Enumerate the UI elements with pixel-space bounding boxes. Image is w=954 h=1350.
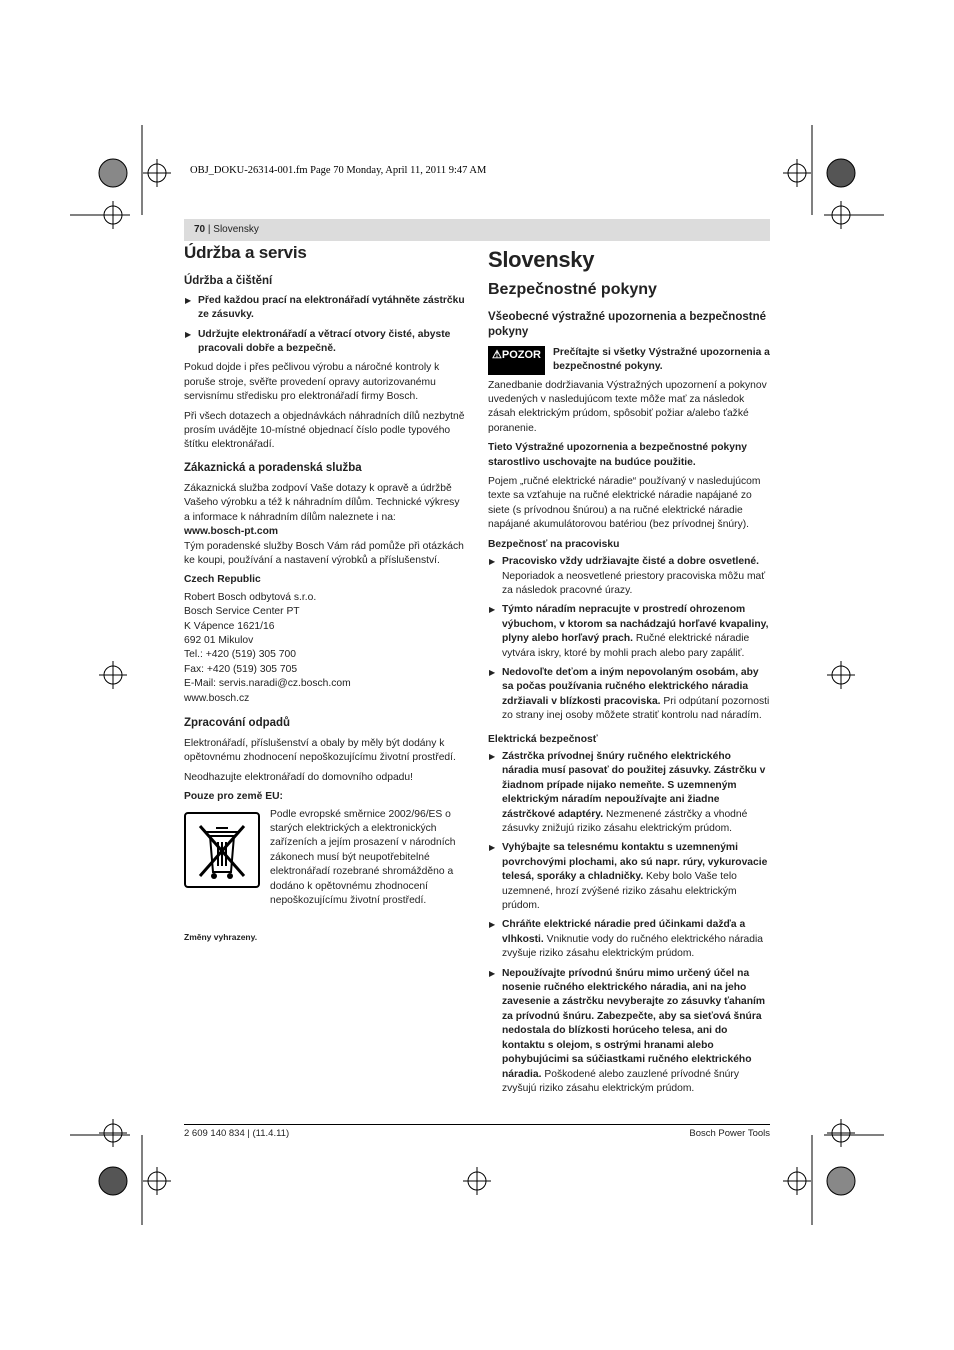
warning-label: ⚠POZOR — [488, 346, 545, 375]
print-info-line: OBJ_DOKU-26314-001.fm Page 70 Monday, April 11, 2011 9:47 AM — [190, 165, 487, 176]
country-heading: Czech Republic — [184, 574, 261, 586]
weee-block — [184, 808, 466, 909]
weee-text: Podle evropské směrnice 2002/96/ES o starých elektrických a elektronických zařízeních a jejím prosazení v národních zákonech musí být neupotřebitelné elektronářadí rozebrané shromážděno a dodáno k opětovnému zhodnocení nepoškozujícímu životní prostředí. — [270, 808, 456, 907]
right-column — [488, 247, 770, 1101]
bullet-arrow-icon: ▶ — [489, 920, 496, 930]
bullet-children: ▶ Nedovoľte deťom a iným nepovolaným osobám, aby sa počas používania ručného elektrického náradia zdržiavali v blízkosti pracoviska. Pri odpútaní pozornosti zo strany inej osoby môžete stratiť kontrolu nad náradím. — [489, 666, 770, 722]
bullet-keep-clean: ▶ Udržujte elektronářadí a větrací otvory čisté, abyste pracovali dobře a bezpečně. — [185, 328, 451, 355]
changes-reserved: Změny vyhrazeny. — [184, 932, 258, 943]
heading-disposal: Zpracování odpadů — [184, 716, 291, 729]
page-header — [184, 219, 770, 241]
bullet-work-area: ▶ Pracovisko vždy udržiavajte čisté a dobre osvetlené. Neporiadok a neosvetlené priestory pracoviska môžu mať za následok pracovné úrazy. — [489, 556, 766, 596]
bullet-arrow-icon: ▶ — [489, 605, 496, 615]
header-separator: | — [205, 224, 214, 235]
crossed-bin-icon — [184, 812, 260, 888]
paragraph-service: Zákaznická služba zodpoví Vaše dotazy k opravě a údržbě Vašeho výrobku a též k náhradním dílům. Technické výkresy a informace k náhradním dílům naleznete i na: — [184, 482, 460, 523]
paragraph-term-definition: Pojem „ručné elektrické náradie“ používaný v nasledujúcom texte sa vzťahuje na ručné elektrické náradie napájané zo siete (s prívodnou šnúrou) a na ručné elektrické náradie napájané akumulátorovou batériou (bez prívodnej šnúry). — [488, 476, 761, 531]
heading-maintenance-cleaning: Údržba a čištění — [184, 275, 273, 288]
bullet-arrow-icon: ▶ — [489, 843, 496, 853]
bullet-unplug: ▶ Před každou prací na elektronářadí vytáhněte zástrčku ze zásuvky. — [185, 294, 465, 321]
eu-only-heading: Pouze pro země EU: — [184, 791, 283, 803]
bullet-plug: ▶ Zástrčka prívodnej šnúry ručného elektrického náradia musí pasovať do použitej zásuvky. Zástrčku v žiadnom prípade nijako nemeňte. S uzemneným elektrickým náradím nepoužívajte ani žiadne zástrčkové adaptéry. Nezmenené zástrčky a vhodné zásuvky znižujú riziko zásahu elektrickým prúdom. — [489, 750, 766, 834]
paragraph-no-household: Neodhazujte elektronářadí do domovního odpadu! — [184, 771, 413, 783]
bullet-arrow-icon: ▶ — [185, 295, 192, 305]
bullet-cord: ▶ Nepoužívajte prívodnú šnúru mimo určený účel na nosenie ručného elektrického náradia, ani na jeho zavesenie a zástrčku nevyberajte zo zásuvky ťahaním za prívodnú šnúru. Zabezpečte, aby sa sieťová šnúra nedostala do blízkosti horúceho telesa, ani do kontaktu s olejom, s ostrými hranami alebo pohybujúcimi sa súčiastkami ručného elektrického náradia. Poškodené alebo zauzlené prívodné šnúry zvyšujú riziko zásahu elektrickým prúdom. — [489, 967, 766, 1094]
heading-customer-service: Zákaznická a poradenská služba — [184, 461, 362, 474]
paragraph-spare-parts: Při všech dotazech a objednávkách náhradních dílů nezbytně prosím uvádějte 10-místné objednací číslo podle typového štítku elektronářadí. — [184, 410, 465, 451]
bullet-arrow-icon: ▶ — [489, 557, 496, 567]
bullet-explosive: ▶ Týmto náradím nepracujte v prostredí ohrozenom výbuchom, v ktorom sa nachádzajú horľavé kvapaliny, plyny alebo horľavý prach. Ručné elektrické náradie vytvára iskry, ktoré by mohli prach alebo pary zapáliť. — [489, 604, 769, 659]
paragraph-advisory: Tým poradenské služby Bosch Vám rád pomůže při otázkách ke koupi, používání a nastavení výrobků a příslušenství. — [184, 540, 464, 566]
warning-row — [488, 346, 770, 375]
bullet-arrow-icon: ▶ — [489, 968, 496, 978]
bullet-grounded-surfaces: ▶ Vyhýbajte sa telesnému kontaktu s uzemnenými povrchovými plochami, ako sú napr. rúry, vykurovacie telesá, sporáky a chladničky. Keby bolo Vaše telo uzemnené, hrozí zvýšené riziko zásahu elektrickým prúdom. — [489, 842, 768, 912]
address-block: Robert Bosch odbytová s.r.o. Bosch Service Center PT K Vápence 1621/16 692 01 Mikulov Tel.: +420 (519) 305 700 Fax: +420 (519) 305 705 E-Mail: servis.naradi@cz.bosch.com www.bosch.cz — [184, 591, 351, 704]
paragraph-keep-instructions: Tieto Výstražné upozornenia a bezpečnostné pokyny starostlivo uschovajte na budúce použitie. — [488, 442, 748, 468]
bullet-arrow-icon: ▶ — [489, 751, 496, 761]
bullet-arrow-icon: ▶ — [489, 667, 496, 677]
heading-work-area-safety: Bezpečnosť na pracovisku — [488, 538, 620, 550]
website-link[interactable]: www.bosch-pt.com — [184, 526, 279, 538]
heading-general-warnings: Všeobecné výstražné upozornenia a bezpečnostné pokyny — [488, 310, 766, 338]
section-title-safety: Bezpečnostné pokyny — [488, 281, 657, 299]
language-title: Slovensky — [488, 247, 595, 272]
heading-electrical-safety: Elektrická bezpečnosť — [488, 733, 598, 745]
bullet-rain: ▶ Chráňte elektrické náradie pred účinkami dažďa a vlhkosti. Vniknutie vody do ručného elektrického náradia zvyšuje riziko zásahu elektrickým prúdom. — [489, 919, 764, 960]
bullet-arrow-icon: ▶ — [185, 329, 192, 339]
footer-brand: Bosch Power Tools — [689, 1128, 770, 1139]
page-number: 70 — [194, 224, 206, 235]
paragraph-recycling: Elektronářadí, příslušenství a obaly by měly být dodány k opětovnému zhodnocení nepoškozujícímu životní prostředí. — [184, 737, 456, 764]
page-footer — [184, 1124, 770, 1139]
section-title-maintenance: Údržba a servis — [184, 243, 307, 262]
left-column — [184, 243, 466, 945]
warning-text: Prečítajte si všetky Výstražné upozornenia a bezpečnostné pokyny. — [553, 346, 770, 373]
footer-doc-number: 2 609 140 834 | (11.4.11) — [184, 1128, 290, 1139]
paragraph-negligence: Zanedbanie dodržiavania Výstražných upozornení a pokynov uvedených v nasledujúcom texte môže mať za následok zásah elektrickým prúdom, spôsobiť požiar a/alebo ťažké poranenie. — [488, 379, 767, 434]
header-language: Slovensky — [213, 224, 259, 235]
warning-triangle-icon: ⚠ — [492, 348, 502, 361]
paragraph-repair: Pokud dojde i přes pečlivou výrobu a náročné kontroly k poruše stroje, svěřte provedení opravy autorizovanému servisnímu středisku pro elektronářadí firmy Bosch. — [184, 362, 440, 403]
